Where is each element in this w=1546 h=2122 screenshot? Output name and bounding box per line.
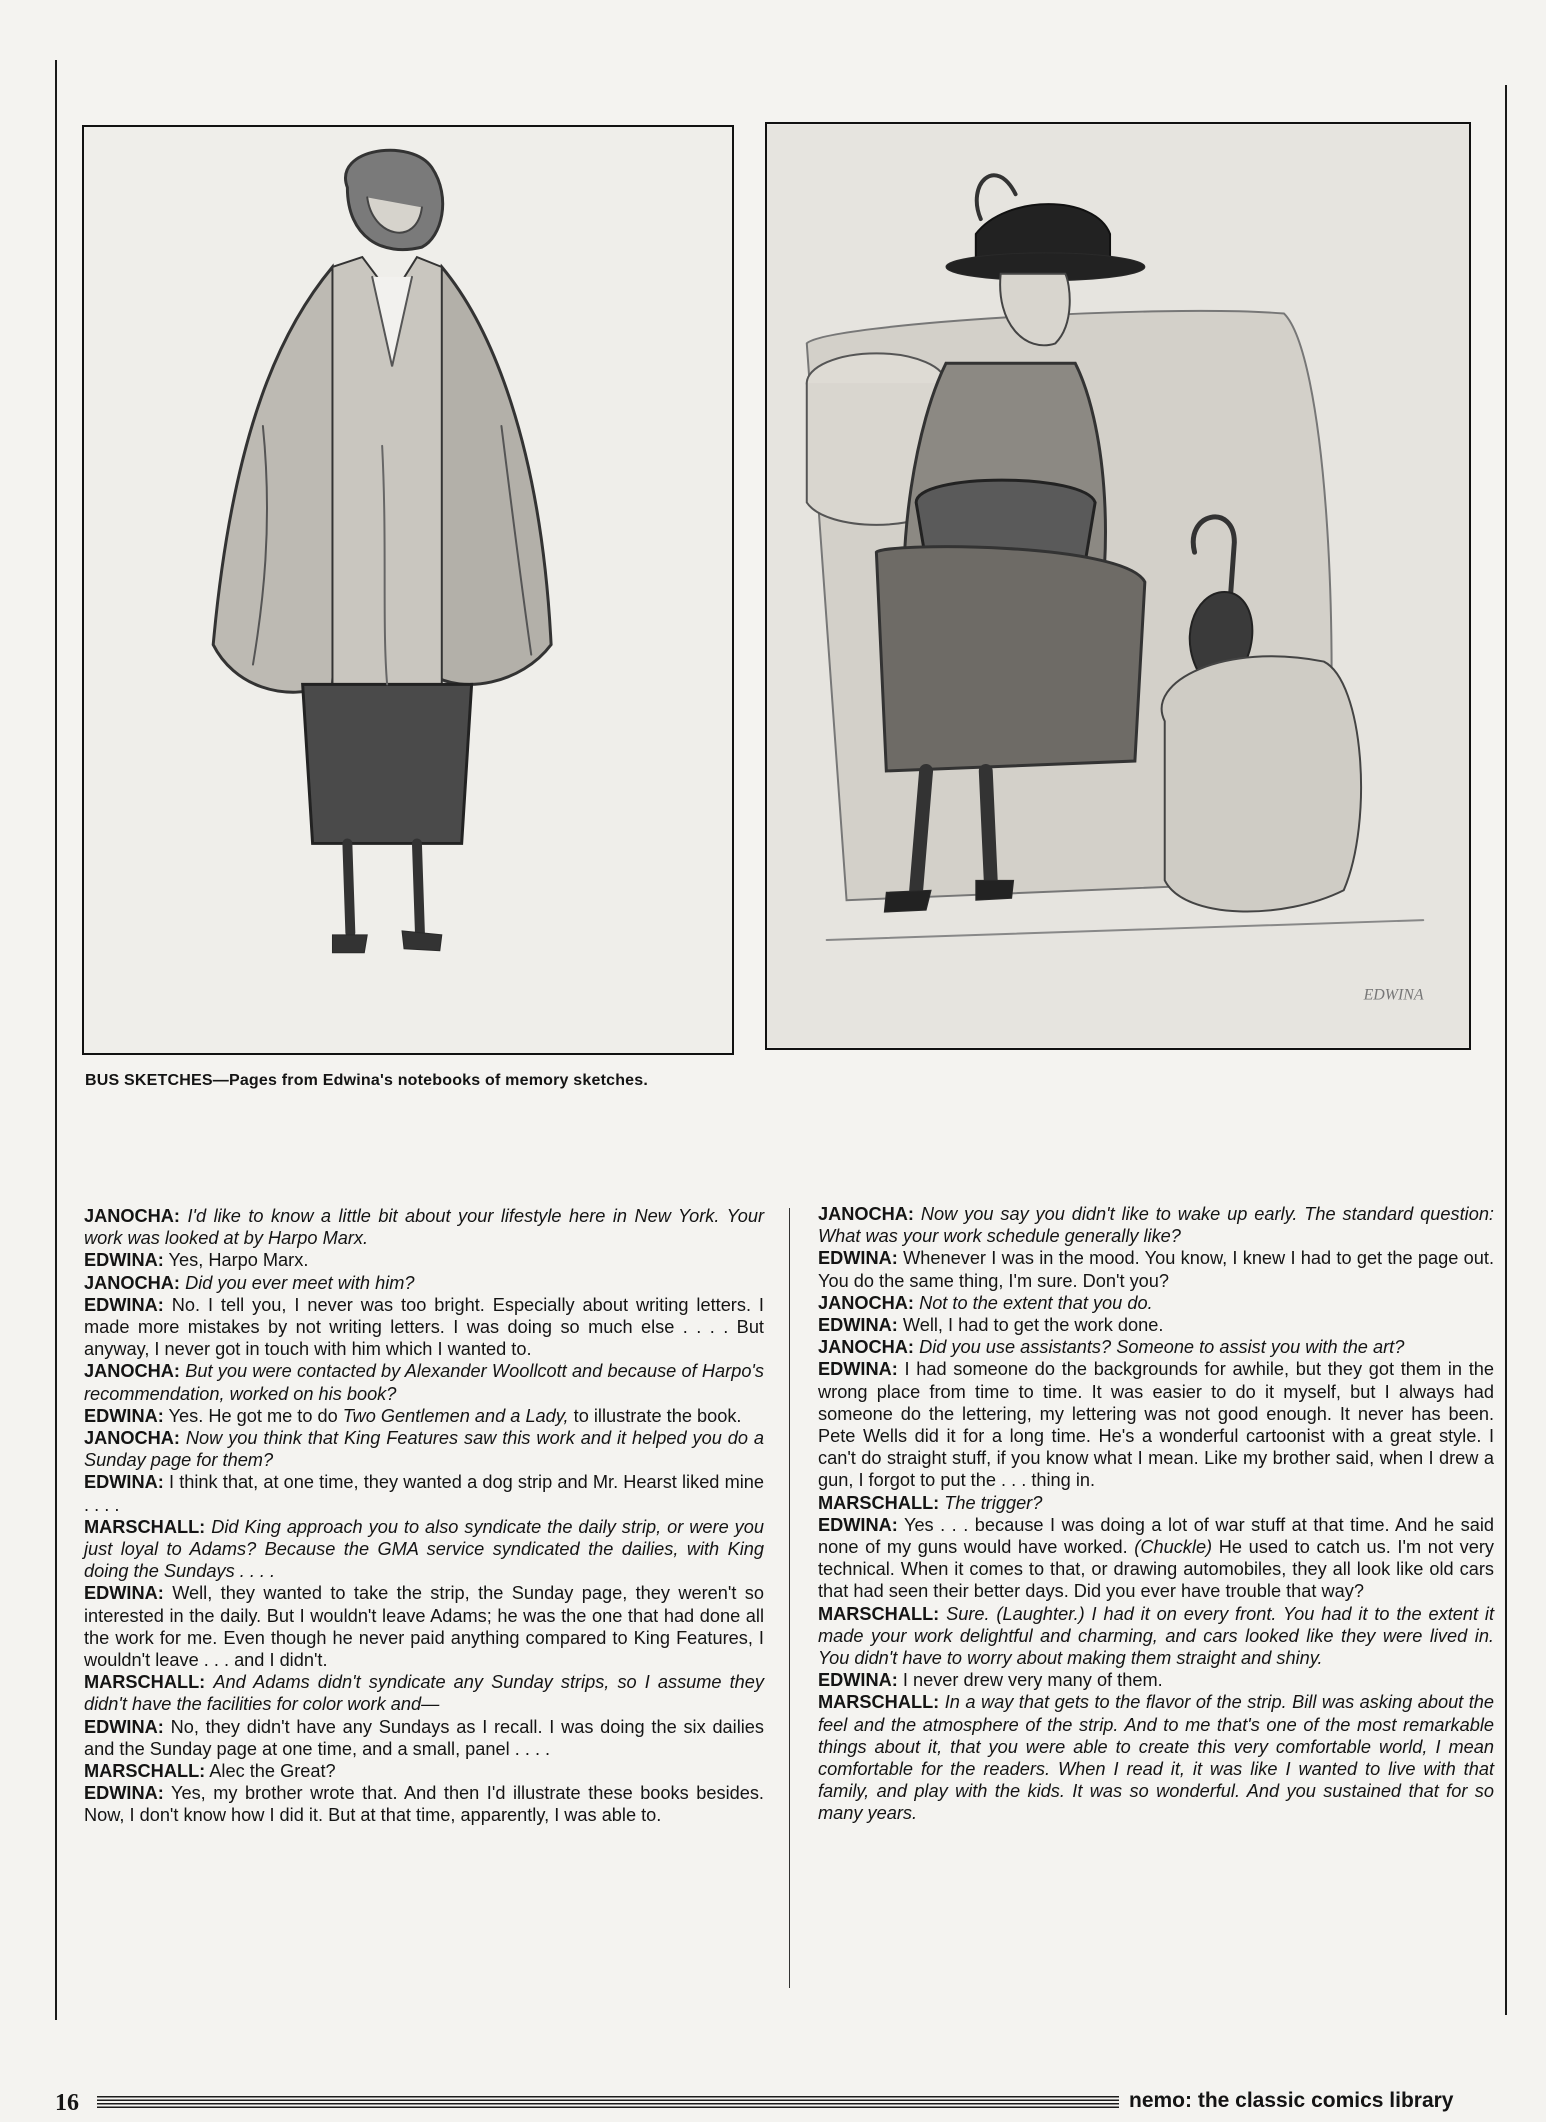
speaker-name: EDWINA: bbox=[84, 1783, 164, 1804]
speaker-name: EDWINA: bbox=[84, 1294, 164, 1315]
artist-signature: EDWINA bbox=[1363, 986, 1424, 1004]
seated-woman-drawing bbox=[767, 124, 1469, 1048]
speech-text: Did you ever meet with him? bbox=[185, 1272, 415, 1293]
speech-text: Yes, Harpo Marx. bbox=[168, 1250, 309, 1271]
interview-paragraph bbox=[84, 1427, 764, 1471]
right-margin-rule bbox=[1505, 85, 1507, 2015]
speech-text: Well, I had to get the work done. bbox=[902, 1315, 1164, 1336]
speech-text: The trigger? bbox=[944, 1492, 1043, 1513]
interview-paragraph bbox=[818, 1292, 1494, 1314]
speech-text: And Adams didn't syndicate any Sunday strips, so I assume they didn't have the facilities for color work and— bbox=[84, 1672, 765, 1715]
interview-paragraph bbox=[84, 1716, 764, 1760]
interview-paragraph bbox=[84, 1294, 764, 1361]
interview-paragraph bbox=[84, 1360, 764, 1404]
speech-text: But you were contacted by Alexander Woollcott and because of Harpo's recommendation, worked on his book? bbox=[84, 1361, 764, 1404]
speech-text: I had someone do the backgrounds for awhile, but they got them in the wrong place from time to time. It was easier to do it myself, but I always had someone do the lettering, my lettering was not good enough. It never has been. Pete Wells did it for a long time. He's a wonderful cartoonist with a great style. I can't do straight stuff, if you know what I mean. Like my brother said, when I drew a gun, I forgot to put the . . . thing in. bbox=[818, 1359, 1495, 1491]
publication-title: nemo: the classic comics library bbox=[1129, 2089, 1454, 2112]
speaker-name: EDWINA: bbox=[818, 1514, 898, 1535]
speaker-name: EDWINA: bbox=[84, 1472, 164, 1493]
speech-text: I never drew very many of them. bbox=[902, 1670, 1163, 1691]
speaker-name: JANOCHA: bbox=[818, 1204, 914, 1224]
speech-text: Sure. (Laughter.) I had it on every front. You had it to the extent it made your work delightful and charming, and cars looked like they were lived in. You didn't have to worry about making them straight and shiny. bbox=[818, 1603, 1494, 1669]
interview-paragraph bbox=[818, 1492, 1494, 1514]
speaker-name: EDWINA: bbox=[818, 1670, 898, 1691]
speech-text: Now you think that King Features saw this work and it helped you do a Sunday page for them? bbox=[84, 1428, 764, 1471]
speaker-name: MARSCHALL: bbox=[818, 1692, 940, 1713]
speaker-name: MARSCHALL: bbox=[818, 1603, 940, 1624]
figure-caption: BUS SKETCHES—Pages from Edwina's notebooks of memory sketches. bbox=[85, 1072, 649, 1089]
speaker-name: EDWINA: bbox=[818, 1248, 898, 1269]
speaker-name: MARSCHALL: bbox=[84, 1672, 206, 1693]
speaker-name: EDWINA: bbox=[818, 1315, 898, 1336]
speech-text: No. I tell you, I never was too bright. Especially about writing letters. I made more mistakes by not writing letters. I was doing so much else . . . . But anyway, I never got in touch with him which I wanted to. bbox=[84, 1294, 764, 1360]
speech-text: Now you say you didn't like to wake up early. The standard question: What was your work schedule generally like? bbox=[818, 1204, 1494, 1247]
speech-text: I think that, at one time, they wanted a dog strip and Mr. Hearst liked mine . . . . bbox=[84, 1472, 765, 1515]
interview-paragraph bbox=[84, 1516, 764, 1583]
interview-paragraph bbox=[818, 1669, 1494, 1691]
interview-paragraph bbox=[818, 1203, 1494, 1247]
speech-text: to illustrate the book. bbox=[568, 1405, 742, 1426]
speaker-name: JANOCHA: bbox=[818, 1337, 914, 1358]
speaker-name: JANOCHA: bbox=[84, 1428, 180, 1449]
speech-text: Well, they wanted to take the strip, the Sunday page, they weren't so interested in the daily. But I wouldn't leave Adams; he was the one that had done all the work for me. Even though he never paid anything compared to King Features, I wouldn't leave . . . and I didn't. bbox=[84, 1583, 764, 1671]
speech-text: Did King approach you to also syndicate the daily strip, or were you just loyal to Adams? Because the GMA service syndicated the dailies, with King doing the Sundays . . . . bbox=[84, 1516, 764, 1582]
interview-paragraph bbox=[84, 1760, 764, 1782]
interview-paragraph bbox=[84, 1471, 764, 1515]
page-number: 16 bbox=[55, 2090, 79, 2116]
speech-italic-title: Two Gentlemen and a Lady, bbox=[342, 1405, 569, 1426]
interview-paragraph bbox=[84, 1782, 764, 1826]
speech-text: No, they didn't have any Sundays as I recall. I was doing the six dailies and the Sunday page at one time, and a small, panel . . . . bbox=[84, 1716, 764, 1759]
interview-paragraph bbox=[818, 1314, 1494, 1336]
speech-text: Not to the extent that you do. bbox=[919, 1292, 1153, 1313]
speaker-name: EDWINA: bbox=[84, 1583, 164, 1604]
speaker-name: JANOCHA: bbox=[84, 1272, 180, 1293]
interview-paragraph bbox=[818, 1247, 1494, 1291]
speaker-name: JANOCHA: bbox=[818, 1292, 914, 1313]
left-margin-rule bbox=[55, 60, 57, 2020]
footer-rule-lines bbox=[97, 2096, 1119, 2108]
interview-column-left bbox=[84, 1205, 764, 1827]
speaker-name: EDWINA: bbox=[84, 1716, 164, 1737]
speech-italic-title: (Chuckle) bbox=[1134, 1537, 1213, 1558]
speaker-name: EDWINA: bbox=[818, 1359, 898, 1380]
interview-paragraph bbox=[818, 1691, 1494, 1824]
interview-paragraph bbox=[84, 1405, 764, 1427]
speech-text: Yes, my brother wrote that. And then I'd illustrate these books besides. Now, I don't know how I did it. But at that time, apparently, I was able to. bbox=[84, 1783, 764, 1826]
interview-paragraph bbox=[84, 1205, 764, 1249]
interview-paragraph bbox=[818, 1358, 1494, 1491]
sketch-standing-woman bbox=[82, 125, 734, 1055]
interview-paragraph bbox=[84, 1582, 764, 1671]
interview-paragraph bbox=[818, 1514, 1494, 1603]
speech-text: Whenever I was in the mood. You know, I knew I had to get the page out. You do the same thing, I'm sure. Don't you? bbox=[818, 1248, 1494, 1291]
speaker-name: MARSCHALL: bbox=[818, 1492, 940, 1513]
interview-paragraph bbox=[84, 1671, 764, 1715]
interview-column-right bbox=[818, 1203, 1494, 1825]
page-footer bbox=[55, 2088, 1505, 2118]
speech-text: Yes. He got me to do bbox=[168, 1405, 343, 1426]
interview-paragraph bbox=[818, 1336, 1494, 1358]
sketch-seated-woman bbox=[765, 122, 1471, 1050]
speaker-name: JANOCHA: bbox=[84, 1361, 180, 1382]
speech-text: I'd like to know a little bit about your lifestyle here in New York. Your work was looked at by Harpo Marx. bbox=[84, 1206, 764, 1249]
speech-text: Alec the Great? bbox=[209, 1761, 336, 1782]
speaker-name: JANOCHA: bbox=[84, 1206, 180, 1226]
interview-paragraph bbox=[84, 1272, 764, 1294]
speaker-name: MARSCHALL: bbox=[84, 1761, 206, 1782]
speech-text: Did you use assistants? Someone to assist you with the art? bbox=[919, 1337, 1405, 1358]
interview-paragraph bbox=[84, 1249, 764, 1271]
speaker-name: EDWINA: bbox=[84, 1405, 164, 1426]
speech-text: He used to catch us. I'm not very technical. When it comes to that, or drawing automobiles, they all look like old cars that had seen their better days. Did you ever have trouble that way? bbox=[818, 1537, 1494, 1602]
speaker-name: MARSCHALL: bbox=[84, 1516, 206, 1537]
standing-woman-drawing bbox=[84, 127, 732, 1053]
column-divider bbox=[789, 1208, 790, 1988]
interview-paragraph bbox=[818, 1603, 1494, 1670]
speech-text: In a way that gets to the flavor of the strip. Bill was asking about the feel and the atmosphere of the strip. And to me that's one of the most remarkable things about it, that you were able to create this very comfortable world, I mean comfortable for the readers. When I read it, it was like I wanted to live with that family, and play with the kids. It was so wonderful. And you sustained that for so many years. bbox=[818, 1692, 1494, 1824]
speech-text: Yes . . . because I was doing a lot of war stuff at that time. And he said none of my guns would have worked. bbox=[818, 1514, 1494, 1558]
speaker-name: EDWINA: bbox=[84, 1250, 164, 1271]
